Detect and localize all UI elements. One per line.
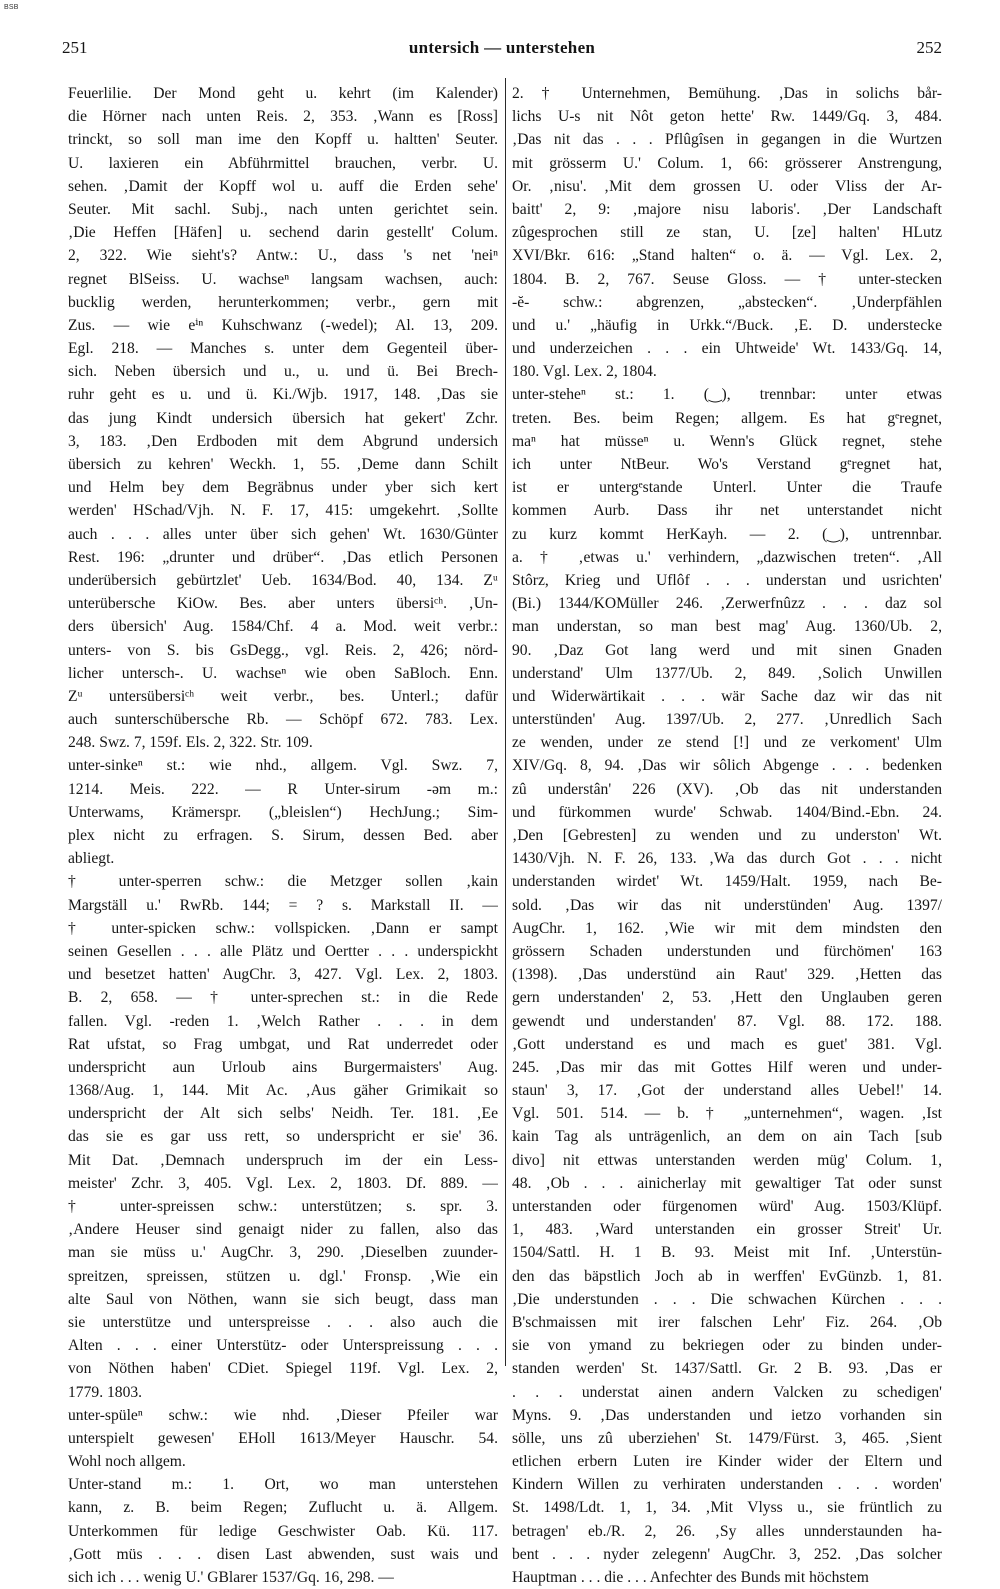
text-line: Alten . . . einer Unterstütz- oder Unterspreissung . . . — [68, 1337, 498, 1355]
text-line: ‚Andere Heuser sind genaigt nider zu fallen, also das — [68, 1221, 498, 1239]
text-line: Wohl noch allgem. — [68, 1453, 186, 1471]
text-line: St. 1498/Ldt. 1, 1, 34. ‚Mit Vlyss u., sie früntlich zu — [512, 1499, 942, 1517]
text-line: unter-spüleⁿ schw.: wie nhd. ‚Dieser Pfeiler war — [68, 1406, 498, 1424]
text-line: zû understân' 226 (XV). ‚Ob das nit understanden — [512, 780, 942, 798]
text-line: B'schmaissen mit irer falschen Lehr' Fiz. 264. ‚Ob — [512, 1313, 942, 1331]
text-line: plex nicht zu erfragen. S. Sirum, dessen Bed. aber — [68, 827, 498, 844]
text-line: underspricht aun Urloub ains Burgermaisters' Aug. — [68, 1058, 498, 1076]
text-line: ‚Das nit das . . . Pflûgîsen in gegangen in die Wurtzen — [512, 131, 942, 149]
text-line: Zus. — wie eⁱⁿ Kuhschwanz (-wedel); Al. 13, 209. — [68, 316, 498, 334]
text-line: divo] nit ettwas unterstanden werden müg' Colum. 1, — [512, 1151, 942, 1169]
text-line: underübersich gebürtzlet' Ueb. 1634/Bod. 40, 134. Zᵘ — [68, 571, 498, 589]
text-line: mit grösserm U.' Colum. 1, 66: grösserer Anstrengung, — [512, 154, 942, 172]
text-line: (Bi.) 1344/KOMüller 246. ‚Zerwerfnûzz . . . daz sol — [512, 595, 942, 613]
text-line: abliegt. — [68, 850, 115, 868]
text-line: gewendt und understanden' 87. Vgl. 88. 172. 188. — [512, 1012, 942, 1030]
text-line: ich unter NtBeur. Wo's Verstand gᵉregnet hat, — [512, 456, 942, 473]
text-line: 1214. Meis. 222. — R Unter-sirum -əm m.: — [68, 780, 498, 798]
text-line: 1504/Sattl. H. 1 B. 93. Meist mit Inf. ‚Unterstün- — [512, 1244, 942, 1262]
text-line: auch sunterschübersche Rb. — Schöpf 672. 783. Lex. — [68, 711, 498, 729]
text-line: 245. ‚Das mir das mit Gottes Hilf weren und under- — [512, 1058, 942, 1076]
right-column — [512, 82, 942, 1589]
text-line: ‚Die Heffen [Häfen] u. sechend darin gestellt' Colum. — [68, 224, 498, 242]
text-line: B. 2, 658. — † unter-sprechen st.: in die Rede — [68, 989, 498, 1007]
text-line: XVI/Bkr. 616: „Stand halten“ o. ä. — Vgl. Lex. 2, — [512, 247, 942, 265]
text-line: ‚Den [Gebresten] zu wenden und zu underston' Wt. — [512, 827, 942, 844]
text-line: XIV/Gq. 8, 94. ‚Das wir sôlich Abgenge . . . bedenken — [512, 757, 942, 775]
text-line: Zᵘ untersübersiᶜʰ weit verbr., bes. Unterl.; dafür — [68, 687, 498, 705]
text-line: und Widerwärtikait . . . wär Sache daz wir das nit — [512, 687, 942, 705]
text-line: Unter-stand m.: 1. Ort, wo man unterstehen — [68, 1476, 498, 1494]
text-line: understand' Ulm 1377/Ub. 2, 849. ‚Solich Unwillen — [512, 664, 942, 682]
text-line: die Hörner nach unten Reis. 2, 353. ‚Wann es [Ross] — [68, 108, 498, 126]
text-line: treten. Bes. beim Regen; allgem. Es hat gᵉregnet, — [512, 409, 942, 427]
text-line: und besetzet hatten' AugChr. 3, 427. Vgl. Lex. 2, 1803. — [68, 966, 498, 984]
text-line: (1398). ‚Das understünd ain Raut' 329. ‚Hetten das — [512, 966, 942, 984]
text-line: fallen. Vgl. -reden 1. ‚Welch Rather . . . in dem — [68, 1012, 498, 1030]
text-line: betragen' eb./R. 2, 26. ‚Sy alles unnderstaunden ha- — [512, 1522, 942, 1540]
text-line: Kindern Willen zu verhiraten understanden . . . worden' — [512, 1476, 942, 1494]
text-line: auch . . . alles unter über sich gehen' Wt. 1630/Günter — [68, 525, 498, 543]
text-line: 2, 322. Wie sieht's? Antw.: U., dass 's net 'neiⁿ — [68, 247, 498, 265]
text-line: spreitzen, spreissen, stützen u. dgl.' Fronsp. ‚Wie ein — [68, 1267, 498, 1285]
text-line: und u.' „häufig in Urkk.“/Buck. ‚E. D. understecke — [512, 316, 942, 334]
text-line: und fürkommen wurde' Schwab. 1404/Bind.-Ebn. 24. — [512, 803, 942, 821]
column-divider — [505, 78, 506, 1366]
text-line: -ĕ- schw.: abgrenzen, „abstecken“. ‚Underpfählen — [512, 293, 942, 311]
text-line: licher untersch-. U. wachseⁿ wie oben SaBloch. Enn. — [68, 664, 498, 682]
text-line: man understan, so man best mag' Aug. 1360/Ub. 2, — [512, 618, 942, 636]
text-line: das jung Kindt undersich übersich hat gekert' Zchr. — [68, 409, 498, 427]
text-line: unterübersche KiOw. Bes. aber unters übersiᶜʰ. ‚Un- — [68, 595, 498, 613]
text-line: ist er untergᵉstande Unterl. Unter die Traufe — [512, 479, 942, 497]
text-line: etlichen erbern Luten ire Kinder wider der Eltern und — [512, 1453, 942, 1471]
text-line: † unter-sperren schw.: die Metzger sollen ‚kain — [68, 873, 498, 891]
text-line: alte Saul von Nöthen, wann sie sich beugt, dass man — [68, 1290, 498, 1308]
running-head: untersich — unterstehen — [408, 38, 596, 57]
text-line: Feuerlilie. Der Mond geht u. kehrt (im Kalender) — [68, 85, 498, 102]
text-line: das sie es gar uss rett, so underspricht er sie' 36. — [68, 1128, 498, 1146]
text-line: 180. Vgl. Lex. 2, 1804. — [512, 363, 657, 381]
text-line: 1804. B. 2, 767. Seuse Gloss. — † unter-stecken — [512, 270, 942, 288]
text-line: und underzeichen . . . ein Uhtweide' Wt. 1433/Gq. 14, — [512, 340, 942, 358]
text-line: lichs U-s nit Nôt geton hette' Rw. 1449/Gq. 3, 484. — [512, 108, 942, 126]
text-line: underspricht der Alt sich selbs' Neidh. Ter. 181. ‚Ee — [68, 1105, 498, 1123]
text-line: Rest. 196: „drunter und drüber“. ‚Das etlich Personen — [68, 548, 498, 566]
text-line: regnet BlSeiss. U. wachseⁿ langsam wachsen, auch: — [68, 270, 498, 288]
page-header — [62, 38, 942, 66]
text-line: Myns. 9. ‚Das understanden und ietzo vorhanden sin — [512, 1406, 942, 1424]
text-line: seinen Gesellen . . . alle Plätz und Oertter . . . underspickht — [68, 942, 498, 960]
text-line: 1430/Vjh. N. F. 26, 133. ‚Wa das durch Got . . . nicht — [512, 850, 942, 868]
text-line: bent . . . nyder zelegenn' AugChr. 3, 252. ‚Das solcher — [512, 1545, 942, 1563]
text-line: AugChr. 1, 162. ‚Wie wir mit dem mindsten den — [512, 919, 942, 937]
text-line: unters- von S. bis GsDegg., vgl. Reis. 2, 426; nörd- — [68, 641, 498, 659]
text-line: 48. ‚Ob . . . ainicherlay mit gewaltiger Tat oder sunst — [512, 1174, 942, 1192]
page-number-right: 252 — [916, 38, 942, 57]
text-line: ‚Gott understand es und mach es guet' 381. Vgl. — [512, 1035, 942, 1053]
text-line: Vgl. 501. 514. — b. † „unternehmen“, wagen. ‚Ist — [512, 1105, 942, 1123]
text-line: sie von ymand zu bekriegen oder zu binden under- — [512, 1337, 942, 1355]
text-line: unterspielt gewesen' EHoll 1613/Meyer Hauschr. 54. — [68, 1429, 498, 1447]
text-line: sehen. ‚Damit der Kopff wol u. auff die Erden sehe' — [68, 177, 498, 195]
text-line: sich ich . . . wenig U.' GBlarer 1537/Gq. 16, 298. — — [68, 1569, 394, 1586]
text-line: werden' HSchad/Vjh. N. F. 17, 415: umgekehrt. ‚Sollte — [68, 502, 498, 520]
text-line: unter-steheⁿ st.: 1. (‿), trennbar: unter etwas — [512, 386, 942, 404]
text-line: sich. Neben übersich und u., u. und ü. Bei Brech- — [68, 363, 498, 381]
text-line: 1779. 1803. — [68, 1383, 143, 1401]
text-line: Margställ u.' RwRb. 144; = ? s. Markstall II. — — [68, 896, 498, 914]
text-line: Seuter. Mit sachl. Subj., nach unten gerichtet sein. — [68, 200, 498, 218]
text-line: ders übersich' Aug. 1584/Chf. 4 a. Mod. weit verbr.: — [68, 618, 498, 636]
text-line: den das bäpstlich Joch ab in werffen' EvGünzb. 1, 81. — [512, 1267, 942, 1285]
text-line: kain Tag als unträgenlich, an dem on ain Tach [sub — [512, 1128, 942, 1146]
text-line: Unterwams, Krämerspr. („bleislen“) HechJung.; Sim- — [68, 803, 498, 821]
text-line: Unterkommen für ledige Geschwister Oab. Kü. 117. — [68, 1522, 498, 1540]
text-line: kann, z. B. beim Regen; Zuflucht u. ä. Allgem. — [68, 1499, 498, 1517]
page-number-left: 251 — [62, 38, 88, 57]
text-line: Or. ‚nisu'. ‚Mit dem grossen U. oder Vliss der Ar- — [512, 177, 942, 195]
text-line: sölle, uns zû uberziehen' St. 1479/Fürst. 3, 465. ‚Sient — [512, 1429, 942, 1447]
text-line: unterstanden oder fürgenomen würd' Aug. 1503/Klüpf. — [512, 1198, 942, 1215]
text-line: 248. Swz. 7, 159f. Els. 2, 322. Str. 109. — [68, 734, 313, 752]
text-line: trinckt, so soll man ime den Kopff u. haltten' Seuter. — [68, 131, 498, 149]
text-line: man sie müss u.' AugChr. 3, 290. ‚Dieselben zuunder- — [68, 1244, 498, 1262]
text-line: unter-sinkeⁿ st.: wie nhd., allgem. Vgl. Swz. 7, — [68, 757, 498, 775]
text-line: meister' Zchr. 3, 405. Vgl. Lex. 2, 1803. Df. 889. — — [68, 1174, 498, 1192]
text-line: bucklig werden, herunterkommen; verbr., gern mit — [68, 293, 498, 311]
left-column — [68, 82, 498, 1589]
text-line: kommen Aurb. Dass ihr net unterstandet nicht — [512, 502, 942, 520]
text-line: ‚Gott müs . . . disen Last abwenden, sust wais und — [68, 1545, 498, 1563]
text-line: unterstünden' Aug. 1397/Ub. 2, 277. ‚Unredlich Sach — [512, 711, 942, 729]
text-line: 1368/Aug. 1, 144. Mit Ac. ‚Aus gäher Grimikait so — [68, 1082, 498, 1100]
text-line: 1, 483. ‚Ward unterstanden ein grosser Streit' Ur. — [512, 1221, 942, 1239]
text-line: von Nöthen haben' CDiet. Spiegel 119f. Vgl. Lex. 2, — [68, 1360, 498, 1378]
text-line: übersich zu kehren' Weckh. 1, 55. ‚Deme dann Schilt — [68, 456, 498, 473]
text-line: 90. ‚Daz Got lang werd und mit sinen Gnaden — [512, 641, 942, 659]
text-line: . . . understat ainen andern Valcken zu schedigen' — [512, 1383, 942, 1401]
text-line: † unter-spicken schw.: vollspicken. ‚Dann er sampt — [68, 919, 498, 937]
text-line: standen werden' St. 1437/Sattl. Gr. 2 B. 93. ‚Das er — [512, 1360, 942, 1378]
text-line: Egl. 218. — Manches s. unter dem Gegenteil über- — [68, 340, 498, 358]
text-line: zu kurz kommt HerKayh. — 2. (‿), untrennbar. — [512, 525, 942, 543]
text-line: gern understanden' 2, 53. ‚Hett den Unglauben geren — [512, 989, 942, 1007]
text-line: und Helm bey dem Begräbnus under yber sich kert — [68, 479, 498, 497]
text-line: Stôrz, Krieg und Uflôf . . . understan und usrichten' — [512, 571, 942, 589]
text-line: zûgesprochen still ze stan, U. [ze] halten' HLutz — [512, 224, 942, 242]
text-line: staun' 3, 17. ‚Got der understand alles Uebel!' 14. — [512, 1082, 942, 1100]
text-line: ze wenden, under ze stend [!] und ze verkoment' Ulm — [512, 734, 942, 752]
text-line: sold. ‚Das wir das nit understünden' Aug. 1397/ — [512, 896, 942, 914]
text-line: † unter-spreissen schw.: unterstützen; s. spr. 3. — [68, 1198, 498, 1215]
text-line: 3, 183. ‚Den Erdboden mit dem Abgrund undersich — [68, 432, 498, 450]
text-line: U. laxieren ein Abführmittel brauchen, verbr. U. — [68, 154, 498, 172]
text-line: Hauptman . . . die . . . Anfechter des Bunds mit höchstem — [512, 1569, 869, 1586]
text-line: maⁿ hat müsseⁿ u. Wenn's Glück regnet, stehe — [512, 432, 942, 450]
text-line: understanden wirdet' Wt. 1459/Halt. 1959, nach Be- — [512, 873, 942, 891]
text-line: grössern Schaden understunden und fürchömen' 163 — [512, 942, 942, 960]
text-line: Mit Dat. ‚Demnach underspruch im der ein Less- — [68, 1151, 498, 1169]
library-stamp: BSB — [4, 4, 19, 11]
text-line: a. † ‚etwas u.' verhindern, „dazwischen treten“. ‚All — [512, 548, 942, 566]
text-line: Rat ufstat, so Frag umbgat, und Rat underredet oder — [68, 1035, 498, 1053]
text-line: 2. † Unternehmen, Bemühung. ‚Das in solichs bår- — [512, 85, 942, 102]
text-line: ruhr geht es u. und ü. Ki./Wjb. 1917, 148. ‚Das sie — [68, 386, 498, 404]
text-line: ‚Die understunden . . . Die schwachen Kürchen . . . — [512, 1290, 942, 1308]
text-line: sie unterstütze und unterspreisse . . . also auch die — [68, 1313, 498, 1331]
text-line: baitt' 2, 9: ‚majore nisu laboris'. ‚Der Landschaft — [512, 200, 942, 218]
